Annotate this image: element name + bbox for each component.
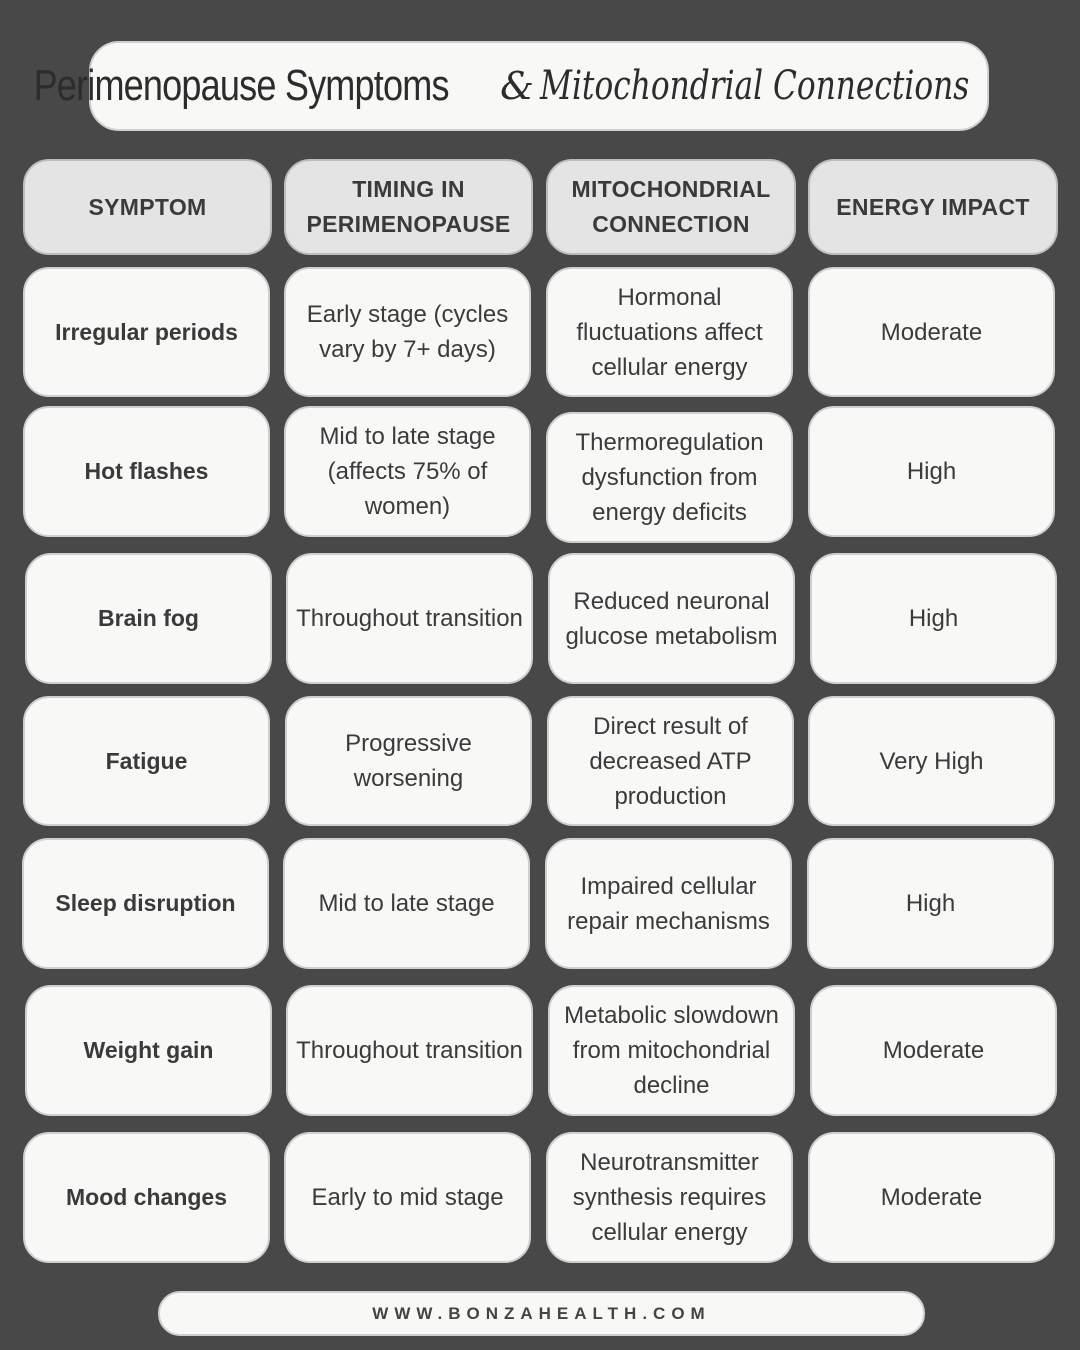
symptom-cell: Hot flashes bbox=[23, 406, 270, 537]
symptom-cell: Fatigue bbox=[23, 696, 270, 826]
title-part-2: Mitochondrial Connections bbox=[539, 63, 970, 109]
connection-cell: Neurotransmitter synthesis requires cellular energy bbox=[546, 1132, 793, 1263]
impact-cell: High bbox=[810, 553, 1057, 684]
connection-cell: Impaired cellular repair mechanisms bbox=[545, 838, 792, 969]
timing-cell: Progressive worsening bbox=[285, 696, 532, 826]
title-ampersand: & bbox=[500, 64, 534, 108]
impact-cell: Moderate bbox=[810, 985, 1057, 1116]
connection-cell: Thermoregulation dysfunction from energy deficits bbox=[546, 412, 793, 543]
timing-cell: Early stage (cycles vary by 7+ days) bbox=[284, 267, 531, 397]
connection-cell: Direct result of decreased ATP production bbox=[547, 696, 794, 826]
title-banner bbox=[33, 41, 989, 131]
timing-cell: Mid to late stage bbox=[283, 838, 530, 969]
title-part-1: Perimenopause Symptoms bbox=[33, 61, 449, 110]
timing-cell: Early to mid stage bbox=[284, 1132, 531, 1263]
symptom-cell: Irregular periods bbox=[23, 267, 270, 397]
symptom-cell: Weight gain bbox=[25, 985, 272, 1116]
header-impact: ENERGY IMPACT bbox=[808, 159, 1058, 255]
impact-cell: Very High bbox=[808, 696, 1055, 826]
connection-cell: Metabolic slowdown from mitochondrial decline bbox=[548, 985, 795, 1116]
website-footer: WWW.BONZAHEALTH.COM bbox=[158, 1291, 925, 1336]
impact-cell: High bbox=[808, 406, 1055, 537]
connection-cell: Hormonal fluctuations affect cellular energy bbox=[546, 267, 793, 397]
impact-cell: High bbox=[807, 838, 1054, 969]
page-title bbox=[0, 61, 1080, 111]
header-symptom: SYMPTOM bbox=[23, 159, 272, 255]
symptom-cell: Sleep disruption bbox=[22, 838, 269, 969]
connection-cell: Reduced neuronal glucose metabolism bbox=[548, 553, 795, 684]
timing-cell: Mid to late stage (affects 75% of women) bbox=[284, 406, 531, 537]
symptom-cell: Brain fog bbox=[25, 553, 272, 684]
symptom-cell: Mood changes bbox=[23, 1132, 270, 1263]
header-timing: TIMING IN PERIMENOPAUSE bbox=[284, 159, 533, 255]
impact-cell: Moderate bbox=[808, 267, 1055, 397]
timing-cell: Throughout transition bbox=[286, 985, 533, 1116]
header-connection: MITOCHONDRIAL CONNECTION bbox=[546, 159, 796, 255]
timing-cell: Throughout transition bbox=[286, 553, 533, 684]
impact-cell: Moderate bbox=[808, 1132, 1055, 1263]
